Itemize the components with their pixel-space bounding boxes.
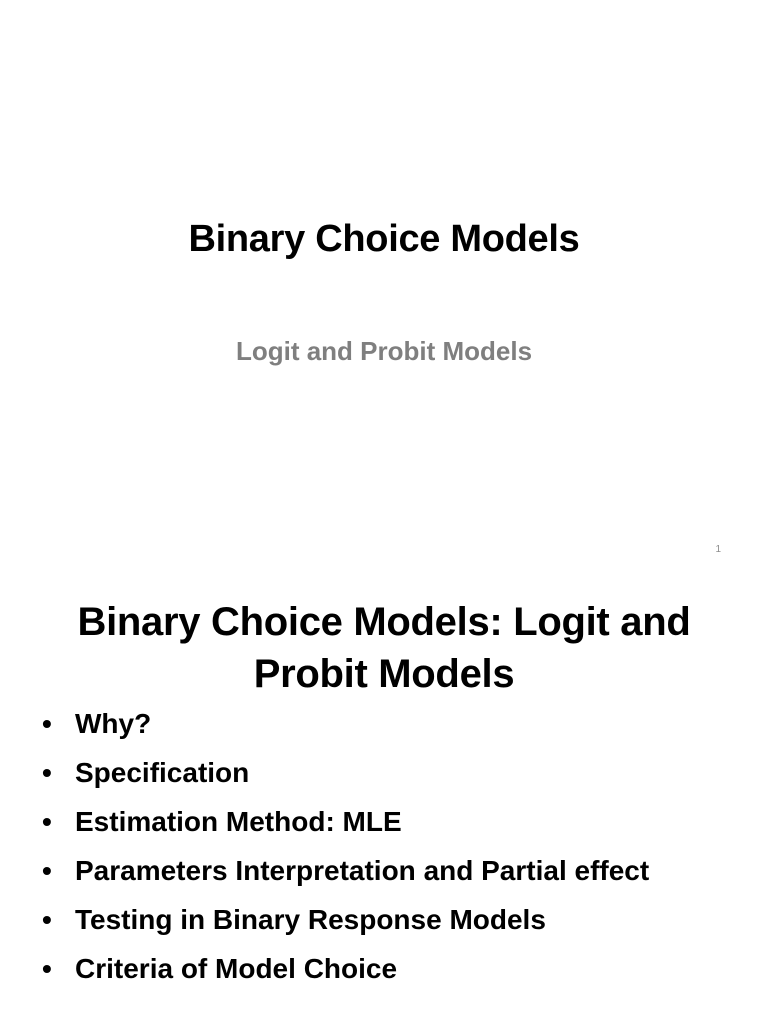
bullet-item-parameters: [42, 855, 742, 904]
slide-number: 1: [715, 544, 721, 555]
slide-title: [40, 596, 728, 700]
bullet-text: Parameters Interpretation and Partial effect: [75, 855, 650, 886]
bullet-icon: •: [42, 953, 52, 984]
bullet-list: [42, 708, 742, 1002]
slide-title-line-1: Binary Choice Models: Logit and: [77, 600, 691, 644]
slide-title: Binary Choice Models: [188, 218, 580, 260]
bullet-text: Criteria of Model Choice: [75, 953, 398, 984]
slide-subtitle: Logit and Probit Models: [235, 336, 533, 366]
outline-slide: [0, 576, 768, 1024]
slide-title-line-2: Probit Models: [253, 652, 515, 696]
bullet-icon: •: [42, 708, 52, 739]
bullet-text: Testing in Binary Response Models: [75, 904, 546, 935]
bullet-item-specification: [42, 757, 742, 806]
bullet-item-why: [42, 708, 742, 757]
bullet-item-testing: [42, 904, 742, 953]
bullet-text: Estimation Method: MLE: [75, 806, 402, 837]
bullet-icon: •: [42, 806, 52, 837]
bullet-icon: •: [42, 855, 52, 886]
bullet-text: Specification: [75, 757, 250, 788]
bullet-icon: •: [42, 757, 52, 788]
bullet-item-criteria: [42, 953, 742, 1002]
bullet-text: Why?: [75, 708, 152, 739]
bullet-icon: •: [42, 904, 52, 935]
bullet-item-estimation: [42, 806, 742, 855]
